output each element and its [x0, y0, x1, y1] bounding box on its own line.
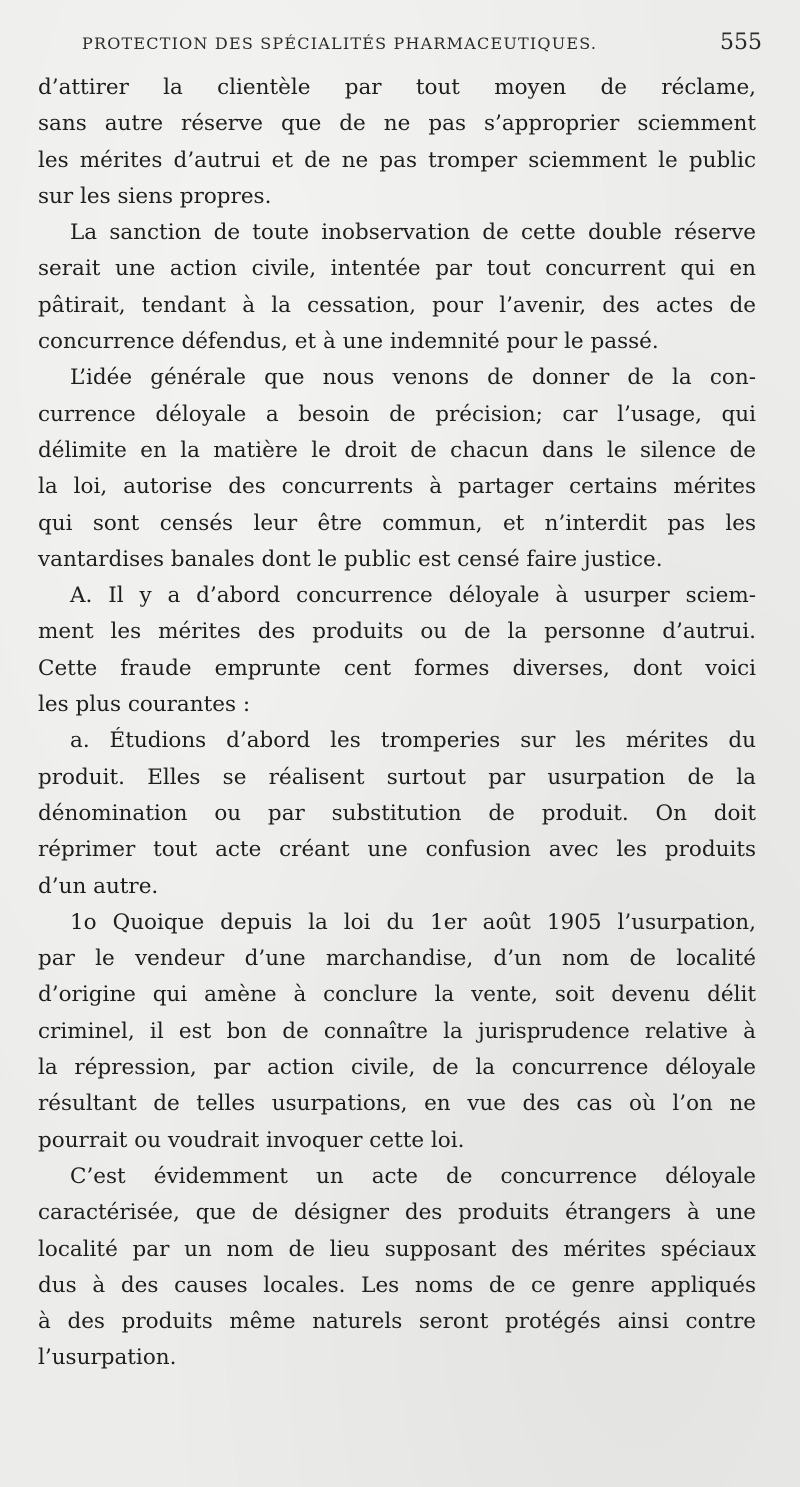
text-line: sur les siens propres.	[38, 183, 272, 209]
text-line: a. Étudions d’abord les tromperies sur les mérites du	[70, 728, 756, 754]
text-line: A. Il y a d’abord concurrence déloyale à usurper sciem-	[70, 583, 756, 609]
text-line: criminel, il est bon de connaître la jurisprudence relative à	[38, 1018, 756, 1044]
text-line: par le vendeur d’une marchandise, d’un nom de localité	[38, 946, 756, 972]
text-line: La sanction de toute inobservation de cette double réserve	[70, 220, 756, 246]
text-line: les mérites d’autrui et de ne pas tromper sciemment le public	[38, 147, 756, 173]
text-line: d’un autre.	[38, 873, 159, 899]
text-line: currence déloyale a besoin de précision; car l’usage, qui	[38, 401, 756, 427]
text-line: ment les mérites des produits ou de la personne d’autrui.	[38, 619, 756, 645]
page-number: 555	[720, 30, 762, 55]
text-line: concurrence défendus, et à une indemnité pour le passé.	[38, 329, 659, 355]
text-line: sans autre réserve que de ne pas s’approprier sciemment	[38, 111, 756, 137]
text-line: caractérisée, que de désigner des produits étrangers à une	[38, 1200, 756, 1226]
text-line: localité par un nom de lieu supposant des mérites spéciaux	[38, 1236, 756, 1262]
text-line: l’usurpation.	[38, 1345, 177, 1371]
text-line: à des produits même naturels seront protégés ainsi contre	[38, 1309, 756, 1335]
text-line: serait une action civile, intentée par tout concurrent qui en	[38, 256, 756, 282]
text-line: délimite en la matière le droit de chacun dans le silence de	[38, 437, 756, 463]
running-header	[60, 30, 762, 64]
text-line: la répression, par action civile, de la concurrence déloyale	[38, 1055, 756, 1081]
body-text	[38, 70, 756, 1377]
text-line: résultant de telles usurpations, en vue des cas où l’on ne	[38, 1091, 756, 1117]
text-line: C’est évidemment un acte de concurrence déloyale	[70, 1163, 756, 1189]
text-line: pourrait ou voudrait invoquer cette loi.	[38, 1127, 465, 1153]
text-line: pâtirait, tendant à la cessation, pour l’avenir, des actes de	[38, 292, 756, 318]
text-line: les plus courantes :	[38, 692, 251, 718]
text-line: vantardises banales dont le public est censé faire justice.	[38, 546, 663, 572]
text-line: L’idée générale que nous venons de donner de la con-	[70, 365, 756, 391]
text-line: d’attirer la clientèle par tout moyen de réclame,	[38, 75, 756, 100]
text-line: la loi, autorise des concurrents à partager certains mérites	[38, 474, 756, 500]
text-line: d’origine qui amène à conclure la vente, soit devenu délit	[38, 982, 756, 1008]
text-line: 1o Quoique depuis la loi du 1er août 1905 l’usurpation,	[70, 909, 756, 935]
text-line: Cette fraude emprunte cent formes diverses, dont voici	[38, 655, 756, 681]
running-title: PROTECTION DES SPÉCIALITÉS PHARMACEUTIQUES.	[82, 34, 598, 53]
text-line: dus à des causes locales. Les noms de ce genre appliqués	[38, 1272, 756, 1298]
text-line: qui sont censés leur être commun, et n’interdit pas les	[38, 510, 756, 536]
text-line: produit. Elles se réalisent surtout par usurpation de la	[38, 764, 756, 790]
text-line: dénomination ou par substitution de produit. On doit	[38, 800, 756, 826]
text-line: réprimer tout acte créant une confusion avec les produits	[38, 837, 756, 863]
